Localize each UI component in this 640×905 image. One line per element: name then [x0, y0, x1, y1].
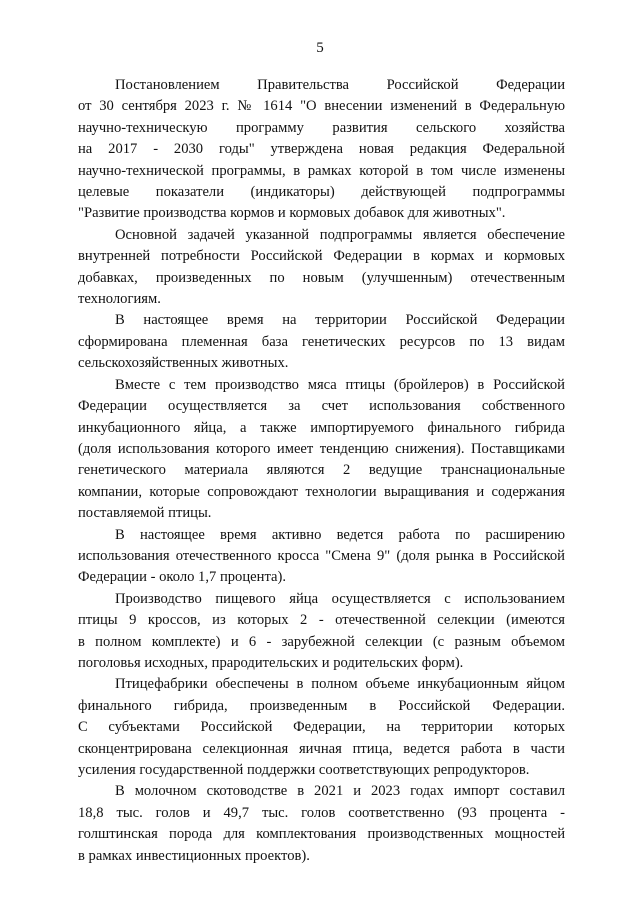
- paragraph-line: голштинская порода для комплектования производственных мощностей: [78, 826, 565, 843]
- paragraph: [78, 225, 565, 311]
- paragraph-line: Производство пищевого яйца осуществляется с использованием: [115, 590, 565, 607]
- paragraph-line: использования отечественного кросса "Смена 9" (доля рынка в Российской: [78, 547, 565, 564]
- paragraph-line: (доля использования которого имеет тенденцию снижения). Поставщиками: [78, 440, 565, 457]
- paragraph-line: В настоящее время активно ведется работа по расширению: [115, 526, 565, 543]
- paragraph: [78, 310, 565, 374]
- page-number: 5: [316, 40, 324, 56]
- paragraph-line: компании, которые сопровождают технологии выращивания и содержания: [78, 483, 565, 500]
- paragraph-line: финального гибрида, произведенным в Российской Федерации.: [78, 697, 565, 714]
- paragraph-line: Федерации - около 1,7 процента).: [78, 569, 286, 586]
- paragraph: [78, 674, 565, 781]
- paragraph: [78, 375, 565, 525]
- document-body: [78, 75, 565, 867]
- paragraph-line: научно-технической программы, в рамках которой в том числе изменены: [78, 162, 565, 179]
- paragraph-line: Птицефабрики обеспечены в полном объеме инкубационным яйцом: [115, 676, 565, 693]
- paragraph-line: Основной задачей указанной подпрограммы является обеспечение: [115, 226, 565, 243]
- paragraph-line: поставляемой птицы.: [78, 505, 212, 522]
- paragraph-line: инкубационного яйца, а также импортируемого финального гибрида: [78, 419, 565, 436]
- paragraph-line: поголовья исходных, прародительских и родительских форм).: [78, 654, 464, 671]
- paragraph-line: сконцентрирована селекционная яичная птица, ведется работа в части: [78, 740, 565, 757]
- paragraph-line: В молочном скотоводстве в 2021 и 2023 годах импорт составил: [115, 783, 565, 800]
- paragraph-line: "Развитие производства кормов и кормовых добавок для животных".: [78, 205, 506, 222]
- paragraph: [78, 75, 565, 225]
- paragraph: [78, 525, 565, 589]
- paragraph: [78, 781, 565, 867]
- paragraph-line: внутренней потребности Российской Федерации в кормах и кормовых: [78, 248, 565, 265]
- paragraph-line: Вместе с тем производство мяса птицы (бройлеров) в Российской: [115, 376, 565, 393]
- paragraph-line: усиления государственной поддержки соответствующих репродукторов.: [78, 762, 530, 778]
- paragraph: [78, 589, 565, 675]
- paragraph-line: генетического материала являются 2 ведущие транснациональные: [78, 462, 565, 479]
- paragraph-line: в рамках инвестиционных проектов).: [78, 847, 310, 864]
- paragraph-line: добавках, произведенных по новым (улучшенным) отечественным: [78, 269, 565, 286]
- paragraph-line: научно-техническую программу развития сельского хозяйства: [78, 119, 565, 136]
- paragraph-line: на 2017 - 2030 годы" утверждена новая редакция Федеральной: [78, 141, 565, 158]
- paragraph-line: от 30 сентября 2023 г. № 1614 "О внесении изменений в Федеральную: [78, 98, 565, 115]
- paragraph-line: сельскохозяйственных животных.: [78, 355, 289, 372]
- paragraph-line: С субъектами Российской Федерации, на территории которых: [78, 719, 565, 736]
- paragraph-line: 18,8 тыс. голов и 49,7 тыс. голов соответственно (93 процента -: [78, 804, 565, 821]
- paragraph-line: Постановлением Правительства Российской Федерации: [115, 77, 565, 93]
- paragraph-line: в полном комплекте) и 6 - зарубежной селекции (с разным объемом: [78, 633, 565, 650]
- paragraph-line: В настоящее время на территории Российской Федерации: [115, 312, 565, 329]
- paragraph-line: Федерации осуществляется за счет использования собственного: [78, 398, 565, 415]
- paragraph-line: птицы 9 кроссов, из которых 2 - отечественной селекции (имеются: [78, 612, 565, 629]
- paragraph-line: целевые показатели (индикаторы) действующей подпрограммы: [78, 184, 565, 201]
- paragraph-line: сформирована племенная база генетических ресурсов по 13 видам: [78, 333, 565, 350]
- paragraph-line: технологиям.: [78, 291, 161, 308]
